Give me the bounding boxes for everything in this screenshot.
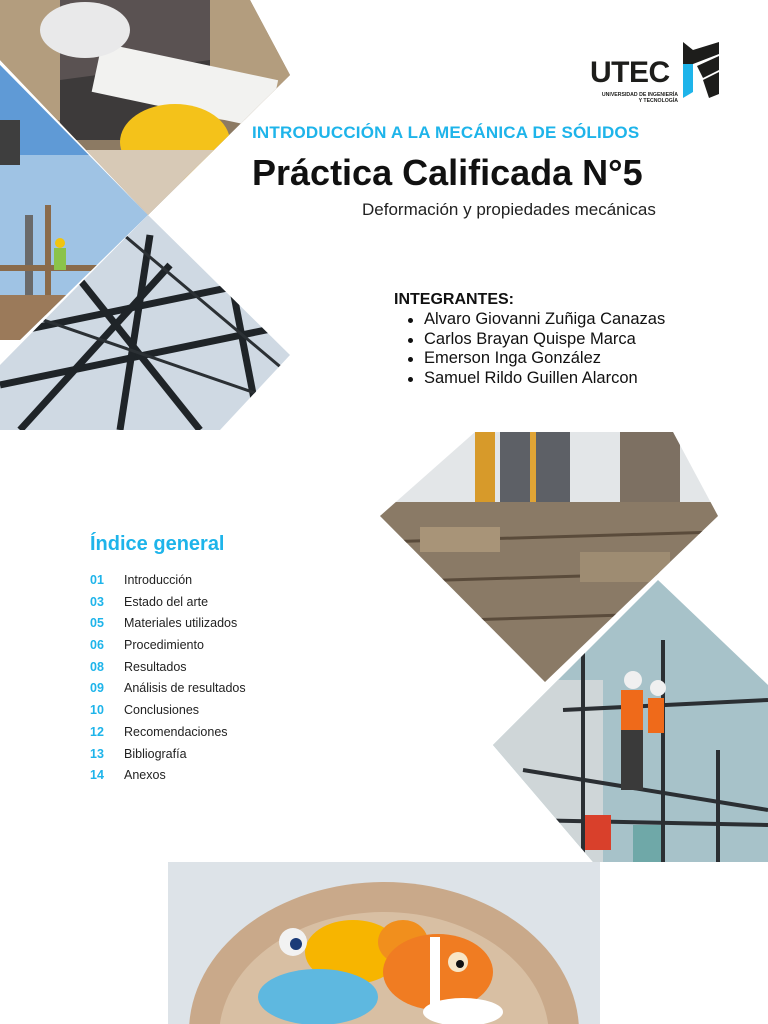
toc-title: Índice general [90, 533, 225, 555]
toc-item [90, 680, 246, 702]
members-heading: INTEGRANTES: [394, 291, 514, 308]
toc-item [90, 615, 246, 637]
toc-item [90, 637, 246, 659]
logo-subtitle-line2: Y TECNOLOGÍA [638, 98, 678, 104]
toc-item [90, 724, 246, 746]
toc-label: Introducción [124, 573, 193, 587]
toc-item [90, 767, 246, 789]
toc-label: Materiales utilizados [124, 616, 238, 631]
toc-item [90, 746, 246, 768]
toc-page-number: 08 [90, 659, 104, 674]
page-title: Práctica Calificada N°5 [252, 152, 643, 193]
toc-label: Bibliografía [124, 746, 187, 761]
logo-wordmark: UTEC [590, 56, 670, 89]
bath-toys-photo [168, 862, 600, 1024]
toc-label: Estado del arte [124, 594, 209, 609]
utec-logo [590, 42, 730, 108]
toc-label: Resultados [124, 659, 187, 674]
course-name: INTRODUCCIÓN A LA MECÁNICA DE SÓLIDOS [252, 123, 640, 142]
toc-page-number: 10 [90, 703, 104, 718]
toc-page-number: 09 [90, 681, 104, 696]
toc-item [90, 702, 246, 724]
toc-page-number: 05 [90, 616, 104, 631]
member-item: Alvaro Giovanni Zuñiga Canazas [405, 310, 665, 330]
toc-page-number: 12 [90, 724, 104, 739]
toc-label: Recomendaciones [124, 724, 228, 739]
member-item: Samuel Rildo Guillen Alarcon [405, 369, 665, 389]
toc-list [90, 572, 246, 789]
toc-item [90, 572, 246, 594]
toc-label: Anexos [124, 768, 166, 783]
toc-label: Procedimiento [124, 638, 204, 653]
toc-item [90, 659, 246, 681]
toc-page-number: 03 [90, 594, 104, 609]
toc-page-number: 14 [90, 768, 104, 783]
member-item: Emerson Inga González [405, 349, 665, 369]
logo-subtitle-line1: UNIVERSIDAD DE INGENIERÍA [601, 92, 678, 98]
toc-page-number: 01 [90, 573, 104, 587]
utec-emblem-icon [683, 42, 725, 98]
toc-page-number: 06 [90, 638, 104, 653]
toc-label: Conclusiones [124, 703, 200, 718]
toc-label: Análisis de resultados [124, 681, 246, 696]
logo-subtitle [592, 92, 678, 104]
members-list [405, 310, 665, 388]
page-subtitle: Deformación y propiedades mecánicas [362, 200, 656, 219]
toc-item [90, 594, 246, 616]
member-item: Carlos Brayan Quispe Marca [405, 330, 665, 350]
toc-page-number: 13 [90, 746, 104, 761]
